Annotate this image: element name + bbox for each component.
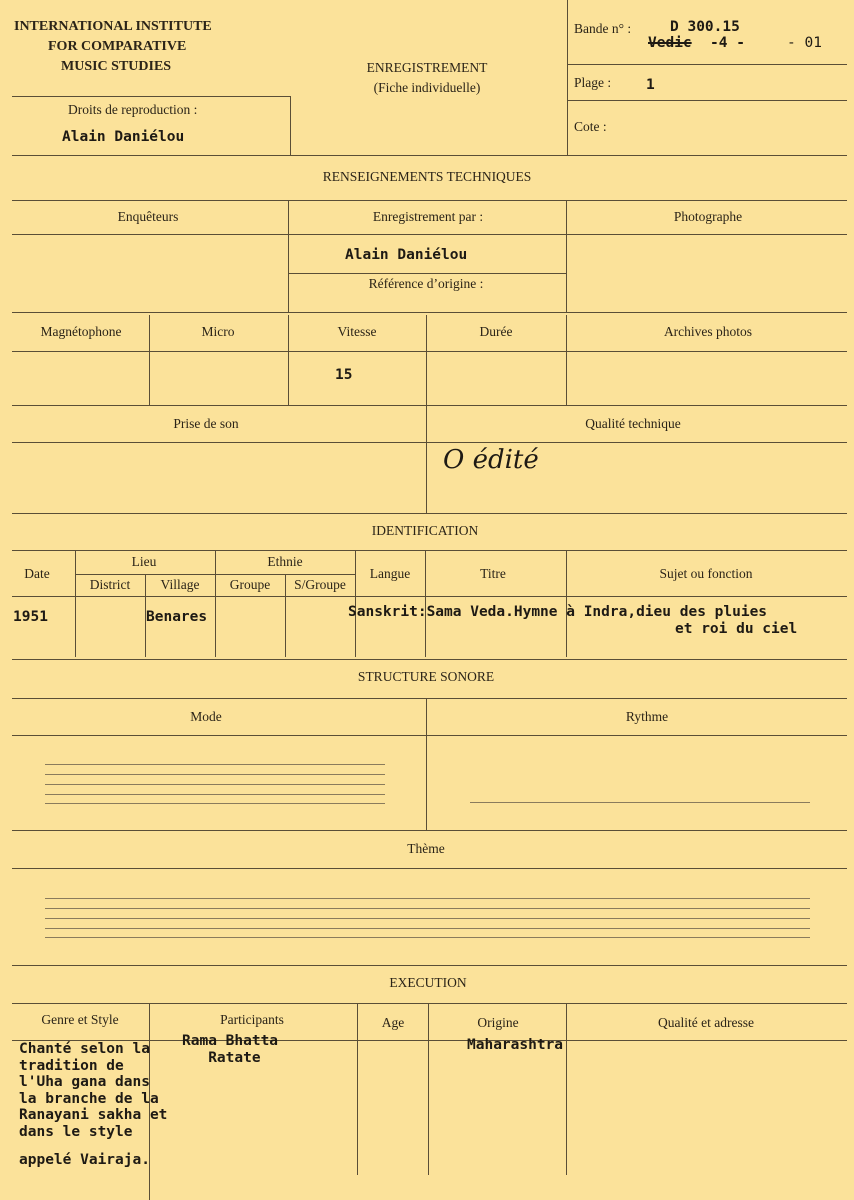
theme-line-4: [45, 928, 810, 929]
theme-line-5: [45, 937, 810, 938]
institute-name-line1: INTERNATIONAL INSTITUTE: [14, 19, 212, 34]
section-divider-execution: [12, 965, 847, 966]
plage-label: Plage :: [574, 75, 612, 90]
institute-name-line2: FOR COMPARATIVE: [48, 39, 187, 54]
vitesse-label: Vitesse: [337, 324, 377, 339]
rights-value: Alain Daniélou: [62, 129, 185, 145]
exec-col-div-3: [428, 1003, 429, 1175]
cote-label: Cote :: [574, 119, 607, 134]
duree-label: Durée: [479, 324, 513, 339]
reference-label: Référence d’origine :: [368, 276, 484, 291]
origine-label: Origine: [477, 1015, 519, 1030]
age-label: Age: [381, 1015, 405, 1030]
execution-section-title: EXECUTION: [389, 975, 467, 990]
qualite-adresse-label: Qualité et adresse: [658, 1015, 754, 1030]
micro-label: Micro: [201, 324, 235, 339]
institute-name-line3: MUSIC STUDIES: [61, 59, 172, 74]
prise-col-div: [426, 405, 427, 513]
structure-header-bottom: [12, 735, 847, 736]
rights-label: Droits de reproduction :: [68, 102, 198, 117]
technique-header-bottom: [12, 234, 847, 235]
genre-label: Genre et Style: [41, 1012, 119, 1027]
theme-header-top: [12, 830, 847, 831]
enregistrement-label: Enregistrement par :: [372, 209, 484, 224]
plage-value: 1: [646, 77, 655, 93]
sujet-label: Sujet ou fonction: [659, 566, 753, 581]
rythme-label: Rythme: [625, 709, 669, 724]
rights-box-top: [12, 96, 290, 97]
rights-box-right: [290, 96, 291, 155]
section-divider-structure: [12, 659, 847, 660]
structure-section-title: STRUCTURE SONORE: [357, 669, 495, 684]
band-value: D 300.15: [670, 19, 740, 35]
form-subtitle: (Fiche individuelle): [373, 80, 481, 95]
genre-value-last: appelé Vairaja.: [19, 1152, 150, 1168]
equip-header-bottom: [12, 351, 847, 352]
reference-divider: [288, 273, 566, 274]
village-label: Village: [160, 577, 200, 592]
participants-value: Rama Bhatta Ratate: [182, 1033, 279, 1066]
theme-label: Thème: [407, 841, 445, 856]
id-col-div-4: [285, 574, 286, 657]
qualite-label: Qualité technique: [585, 416, 681, 431]
ethnie-label: Ethnie: [267, 554, 303, 569]
technique-header-top: [12, 200, 847, 201]
vitesse-value: 15: [335, 367, 353, 383]
equip-col-div-1: [149, 315, 150, 405]
equip-row-bottom: [12, 405, 847, 406]
qualite-handwritten-value: O édité: [443, 445, 539, 475]
mode-line-2: [45, 774, 385, 775]
technique-col-div-2: [566, 200, 567, 312]
titre-label: Titre: [480, 566, 506, 581]
technique-col-div-1: [288, 200, 289, 312]
prise-header-bottom: [12, 442, 847, 443]
theme-line-1: [45, 898, 810, 899]
equip-col-div-4: [566, 315, 567, 405]
archives-label: Archives photos: [663, 324, 753, 339]
magnetophone-label: Magnétophone: [40, 324, 122, 339]
identification-entry-line2: et roi du ciel: [675, 621, 798, 637]
band-part3: - 01: [787, 35, 822, 51]
lieu-label: Lieu: [131, 554, 157, 569]
exec-col-div-2: [357, 1003, 358, 1175]
equip-col-div-2: [288, 315, 289, 405]
sgroupe-label: S/Groupe: [294, 577, 346, 592]
section-divider-technique: [12, 155, 847, 156]
id-col-div-3: [215, 550, 216, 657]
date-label: Date: [24, 566, 50, 581]
langue-label: Langue: [369, 566, 411, 581]
enqueteurs-label: Enquêteurs: [117, 209, 179, 224]
theme-line-2: [45, 908, 810, 909]
section-divider-identification: [12, 513, 847, 514]
structure-col-div: [426, 698, 427, 830]
photographe-label: Photographe: [673, 209, 743, 224]
participants-label: Participants: [220, 1012, 284, 1027]
execution-header-top: [12, 1003, 847, 1004]
enregistrement-value: Alain Daniélou: [345, 247, 468, 263]
rythme-line: [470, 802, 810, 803]
mode-label: Mode: [190, 709, 222, 724]
genre-value: Chanté selon la tradition de l'Uha gana dans la branche de la Ranayani sakha et dans le style: [19, 1041, 168, 1140]
identification-header-bottom: [12, 596, 847, 597]
village-value: Benares: [146, 609, 208, 625]
structure-header-top: [12, 698, 847, 699]
identification-section-title: IDENTIFICATION: [371, 523, 479, 538]
band-label: Bande n° :: [574, 21, 632, 36]
identification-header-top: [12, 550, 847, 551]
date-value: 1951: [13, 609, 48, 625]
mode-line-3: [45, 784, 385, 785]
mode-line-5: [45, 803, 385, 804]
mode-line-1: [45, 764, 385, 765]
groupe-label: Groupe: [229, 577, 271, 592]
plage-divider: [567, 100, 847, 101]
prise-label: Prise de son: [173, 416, 239, 431]
mode-line-4: [45, 794, 385, 795]
band-box-left: [567, 0, 568, 155]
band-divider: [567, 64, 847, 65]
identification-entry-line1: Sanskrit:Sama Veda.Hymne à Indra,dieu des pluies: [348, 604, 768, 620]
form-title: ENREGISTREMENT: [366, 60, 488, 75]
exec-col-div-4: [566, 1003, 567, 1175]
district-label: District: [89, 577, 131, 592]
origine-value: Maharashtra: [467, 1037, 564, 1053]
band-struck-word: Vedic: [648, 35, 692, 51]
technique-row-bottom: [12, 312, 847, 313]
technique-section-title: RENSEIGNEMENTS TECHNIQUES: [322, 169, 532, 184]
theme-header-bottom: [12, 868, 847, 869]
equip-col-div-3: [426, 315, 427, 405]
id-col-div-1: [75, 550, 76, 657]
theme-line-3: [45, 918, 810, 919]
band-part2: -4 -: [710, 35, 745, 51]
